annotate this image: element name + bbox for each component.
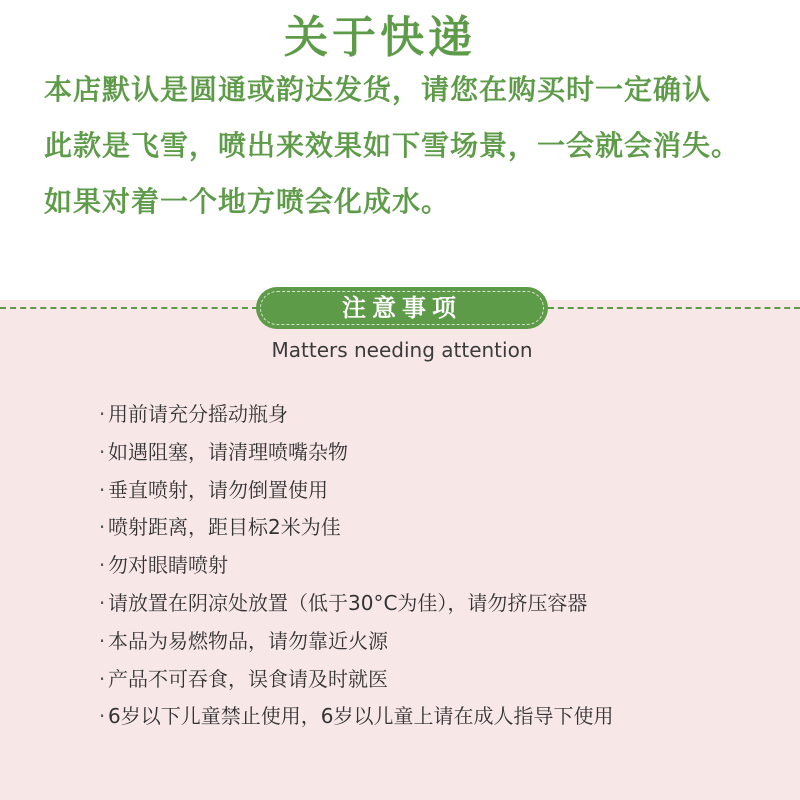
list-item-text: 喷射距离，距目标2米为佳 [108, 515, 341, 540]
bullet-dot: · [98, 515, 106, 540]
bullet-dot: · [98, 628, 106, 653]
list-item [96, 396, 776, 434]
bullet-dot: · [98, 402, 106, 426]
list-item-text: 本品为易燃物品，请勿靠近火源 [108, 628, 388, 653]
list-item [96, 585, 776, 623]
list-item-text: 如遇阻塞，请清理喷嘴杂物 [108, 439, 348, 464]
dashed-divider-right [548, 307, 800, 309]
attention-title: 注意事项 [342, 294, 462, 322]
list-item [96, 661, 776, 699]
bullet-dot: · [98, 666, 106, 691]
delivery-title: 关于快递 [284, 12, 476, 63]
notice-line: 此款是飞雪，喷出来效果如下雪场景，一会就会消失。 [44, 129, 741, 162]
notice-line: 本店默认是圆通或韵达发货，请您在购买时一定确认 [44, 73, 712, 106]
list-item-text: 垂直喷射，请勿倒置使用 [108, 477, 328, 502]
list-item-text: 6岁以下儿童禁止使用，6岁以儿童上请在成人指导下使用 [108, 704, 614, 729]
list-item [96, 509, 776, 547]
bullet-dot: · [98, 477, 106, 502]
bullet-dot: · [98, 553, 106, 578]
delivery-info-section [0, 0, 800, 300]
bullet-dot: · [98, 439, 106, 464]
list-item-text: 用前请充分摇动瓶身 [108, 402, 288, 426]
list-item-text: 产品不可吞食，误食请及时就医 [108, 666, 388, 691]
notice-line: 如果对着一个地方喷会化成水。 [44, 185, 451, 218]
list-item-text: 请放置在阴凉处放置（低于30°C为佳），请勿挤压容器 [108, 590, 588, 615]
attention-subtitle: Matters needing attention [271, 338, 533, 362]
list-item [96, 547, 776, 585]
bullet-dot: · [98, 590, 106, 615]
list-item [96, 472, 776, 510]
delivery-notice [44, 62, 784, 230]
list-item [96, 623, 776, 661]
list-item [96, 434, 776, 472]
attention-list [96, 396, 776, 736]
list-item [96, 698, 776, 736]
attention-badge [256, 287, 548, 329]
bullet-dot: · [98, 704, 106, 729]
list-item-text: 勿对眼睛喷射 [108, 553, 228, 578]
dashed-divider-left [0, 307, 258, 309]
